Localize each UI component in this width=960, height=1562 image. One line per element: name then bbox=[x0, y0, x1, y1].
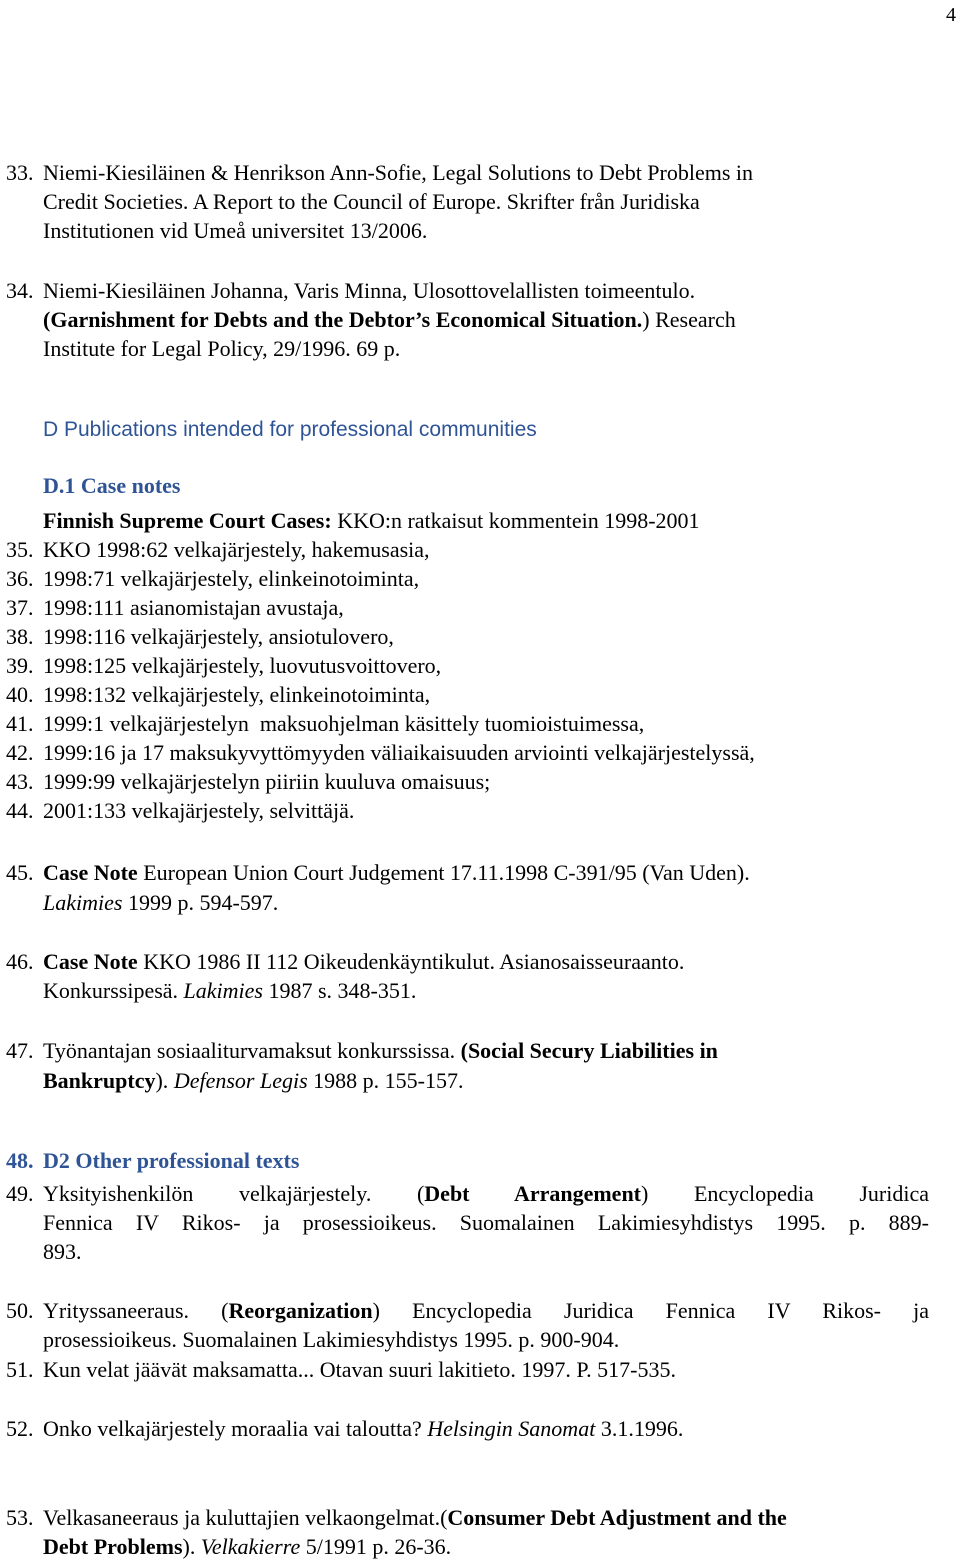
entry-text-a: Velkasaneeraus ja kuluttajien velkaongelmat.( bbox=[43, 1505, 448, 1530]
entry-text: 1998:71 velkajärjestely, elinkeinotoiminta, bbox=[43, 566, 420, 591]
entry-number: 42. bbox=[6, 740, 34, 765]
journal-name: Defensor Legis bbox=[173, 1068, 308, 1093]
entry-text: 893. bbox=[43, 1239, 82, 1264]
journal-name: Velkakierre bbox=[200, 1534, 301, 1559]
entry-text-rest: 1987 s. 348-351. bbox=[263, 978, 417, 1003]
fsc-rest: KKO:n ratkaisut kommentein 1998-2001 bbox=[331, 508, 700, 533]
entry-number: 48. bbox=[6, 1148, 34, 1173]
entry-number: 36. bbox=[6, 566, 34, 591]
section-d2-heading: D2 Other professional texts bbox=[43, 1148, 300, 1173]
entry-text bbox=[43, 305, 736, 334]
bold-title: Bankruptcy bbox=[43, 1068, 156, 1093]
fsc-bold: Finnish Supreme Court Cases: bbox=[43, 508, 332, 533]
journal-name: Helsingin Sanomat bbox=[427, 1416, 596, 1441]
entry-number: 49. bbox=[6, 1181, 34, 1206]
bold-title: (Social Secury Liabilities in bbox=[460, 1038, 718, 1063]
journal-name: Lakimies bbox=[43, 890, 123, 915]
bold-title: Debt Problems bbox=[43, 1534, 183, 1559]
bold-label: Case Note bbox=[43, 860, 138, 885]
entry-text-rest: 1988 p. 155-157. bbox=[307, 1068, 464, 1093]
entry-text: 1998:116 velkajärjestely, ansiotulovero, bbox=[43, 624, 394, 649]
entry-number: 43. bbox=[6, 769, 34, 794]
entry-text: 1998:125 velkajärjestely, luovutusvoittovero, bbox=[43, 653, 442, 678]
entry-text: 1999:16 ja 17 maksukyvyttömyyden väliaikaisuuden arviointi velkajärjestelyssä, bbox=[43, 740, 755, 765]
bold-title: (Garnishment for Debts and the Debtor’s Economical Situation. bbox=[43, 307, 643, 332]
entry-text bbox=[43, 1532, 451, 1561]
entry-text-rest: ) Encyclopedia Juridica Fennica IV Rikos- ja bbox=[372, 1298, 929, 1323]
entry-text: 1999:99 velkajärjestelyn piiriin kuuluva omaisuus; bbox=[43, 769, 491, 794]
entry-text: 1999:1 velkajärjestelyn maksuohjelman käsittely tuomioistuimessa, bbox=[43, 711, 645, 736]
entry-number: 39. bbox=[6, 653, 34, 678]
entry-text: Niemi-Kiesiläinen & Henrikson Ann-Sofie, Legal Solutions to Debt Problems in bbox=[43, 160, 754, 185]
entry-number: 33. bbox=[6, 160, 34, 185]
entry-number: 45. bbox=[6, 860, 34, 885]
entry-text-rest: ) Research bbox=[642, 307, 736, 332]
entry-text bbox=[43, 947, 684, 976]
entry-text: Fennica IV Rikos- ja prosessioikeus. Suomalainen Lakimiesyhdistys 1995. p. 889- bbox=[43, 1210, 929, 1235]
bold-title: Reorganization bbox=[228, 1298, 373, 1323]
entry-text: Kun velat jäävät maksamatta... Otavan suuri lakitieto. 1997. P. 517-535. bbox=[43, 1357, 676, 1382]
entry-text bbox=[43, 1414, 683, 1443]
entry-text-rest: 1999 p. 594-597. bbox=[122, 890, 279, 915]
fsc-heading bbox=[43, 506, 700, 535]
entry-number: 53. bbox=[6, 1505, 34, 1530]
section-d-heading: D Publications intended for professional communities bbox=[43, 418, 537, 441]
entry-text-rest: European Union Court Judgement 17.11.1998 C-391/95 (Van Uden). bbox=[137, 860, 750, 885]
entry-number: 50. bbox=[6, 1298, 34, 1323]
entry-text: Institute for Legal Policy, 29/1996. 69 p. bbox=[43, 336, 401, 361]
bold-title: Consumer Debt Adjustment and the bbox=[447, 1505, 787, 1530]
entry-number: 37. bbox=[6, 595, 34, 620]
entry-text-rest: 5/1991 p. 26-36. bbox=[300, 1534, 452, 1559]
entry-text-a: Yksityishenkilön velkajärjestely. ( bbox=[43, 1181, 425, 1206]
entry-text-rest: 3.1.1996. bbox=[595, 1416, 684, 1441]
entry-text: 1998:132 velkajärjestely, elinkeinotoiminta, bbox=[43, 682, 431, 707]
journal-name: Lakimies bbox=[183, 978, 263, 1003]
entry-text bbox=[43, 1179, 929, 1208]
entry-number: 38. bbox=[6, 624, 34, 649]
entry-number: 34. bbox=[6, 278, 34, 303]
entry-text-a: Yrityssaneeraus. ( bbox=[43, 1298, 229, 1323]
entry-number: 51. bbox=[6, 1357, 34, 1382]
entry-text-a: Onko velkajärjestely moraalia vai taloutta? bbox=[43, 1416, 428, 1441]
entry-text bbox=[43, 1503, 787, 1532]
entry-text-a: Työnantajan sosiaaliturvamaksut konkurssissa. bbox=[43, 1038, 461, 1063]
entry-number: 47. bbox=[6, 1038, 34, 1063]
entry-text bbox=[43, 1296, 929, 1325]
entry-text-rest: ) Encyclopedia Juridica bbox=[641, 1181, 929, 1206]
entry-number: 41. bbox=[6, 711, 34, 736]
section-d1-heading: D.1 Case notes bbox=[43, 473, 181, 498]
entry-text bbox=[43, 1036, 718, 1065]
entry-text: prosessioikeus. Suomalainen Lakimiesyhdistys 1995. p. 900-904. bbox=[43, 1327, 620, 1352]
entry-number: 40. bbox=[6, 682, 34, 707]
entry-text: Niemi-Kiesiläinen Johanna, Varis Minna, Ulosottovelallisten toimeentulo. bbox=[43, 278, 696, 303]
entry-text bbox=[43, 976, 416, 1005]
entry-text: Institutionen vid Umeå universitet 13/2006. bbox=[43, 218, 428, 243]
page-number: 4 bbox=[946, 4, 956, 26]
entry-text: KKO 1998:62 velkajärjestely, hakemusasia, bbox=[43, 537, 430, 562]
entry-number: 52. bbox=[6, 1416, 34, 1441]
entry-text: 1998:111 asianomistajan avustaja, bbox=[43, 595, 344, 620]
entry-number: 35. bbox=[6, 537, 34, 562]
entry-text-a: ). bbox=[182, 1534, 201, 1559]
entry-text: Credit Societies. A Report to the Council of Europe. Skrifter från Juridiska bbox=[43, 189, 700, 214]
bold-title: Debt Arrangement bbox=[424, 1181, 642, 1206]
entry-text bbox=[43, 1066, 463, 1095]
entry-text-a: Konkurssipesä. bbox=[43, 978, 184, 1003]
entry-text bbox=[43, 888, 278, 917]
entry-text-a: ). bbox=[155, 1068, 174, 1093]
entry-text: 2001:133 velkajärjestely, selvittäjä. bbox=[43, 798, 355, 823]
bold-label: Case Note bbox=[43, 949, 138, 974]
entry-number: 46. bbox=[6, 949, 34, 974]
entry-text bbox=[43, 858, 750, 887]
entry-text-rest: KKO 1986 II 112 Oikeudenkäyntikulut. Asianosaisseuraanto. bbox=[137, 949, 685, 974]
entry-number: 44. bbox=[6, 798, 34, 823]
